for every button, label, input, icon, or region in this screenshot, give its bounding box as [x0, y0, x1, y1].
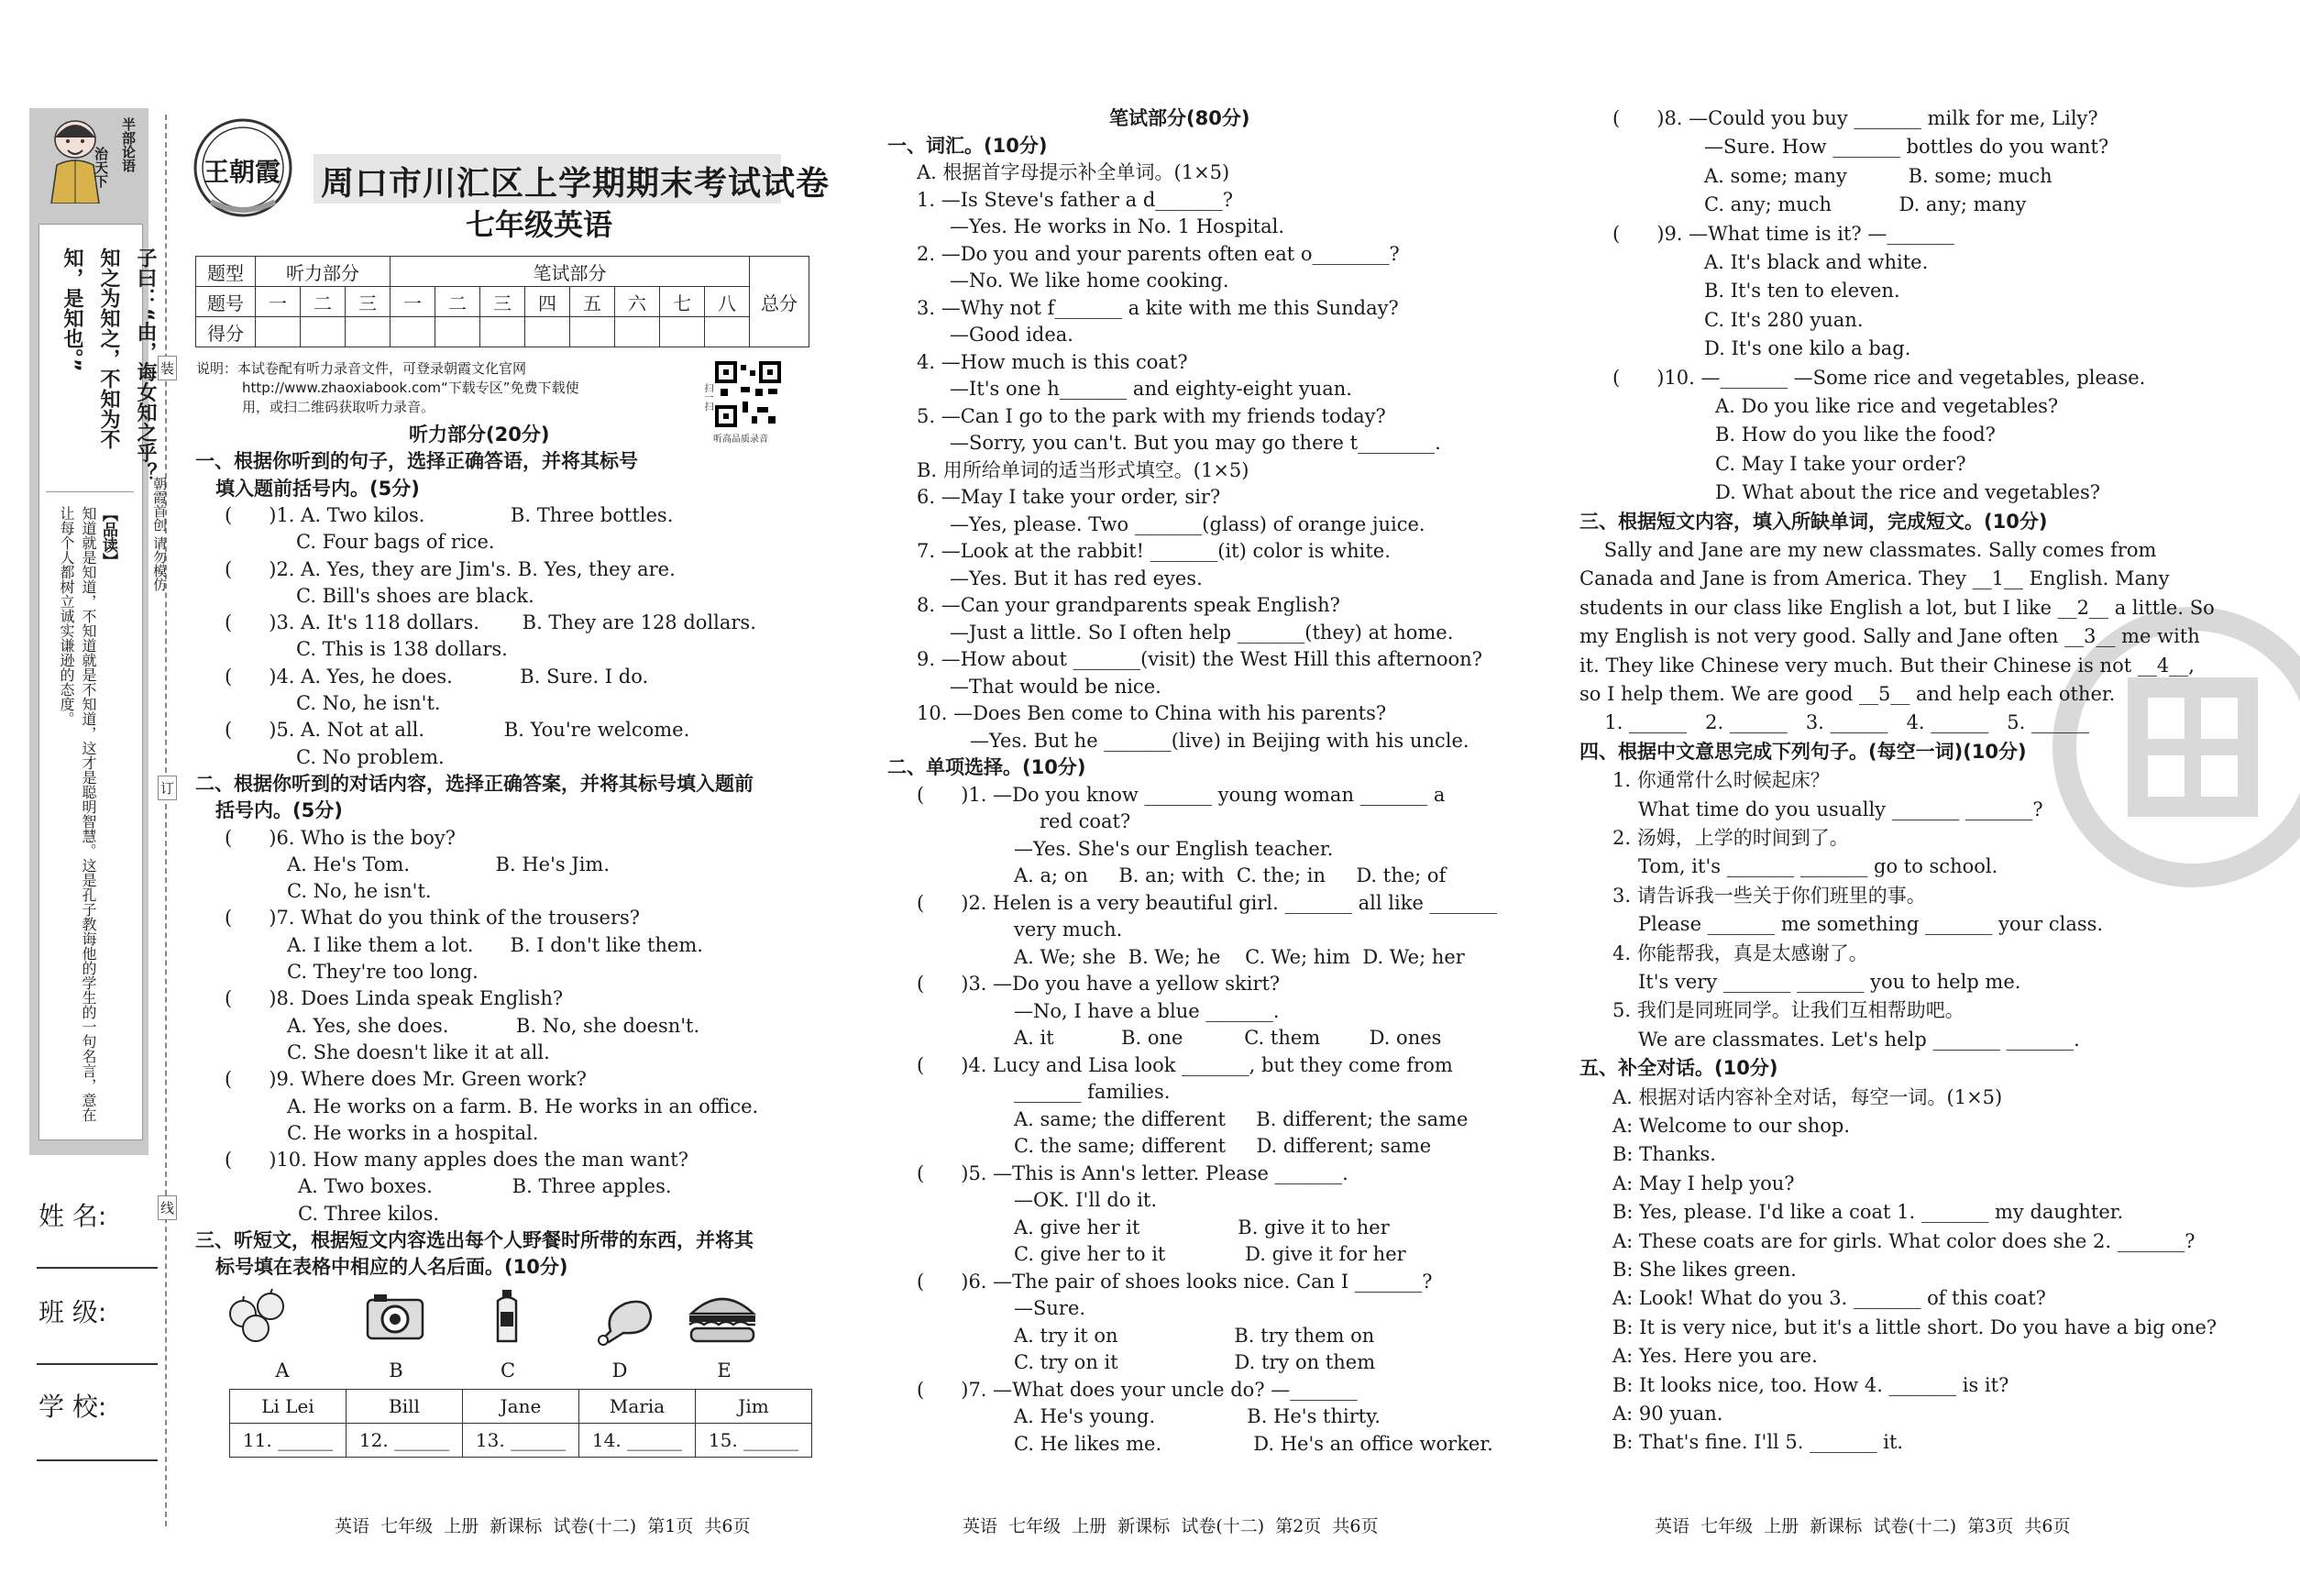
- question-line: C. No problem.: [296, 745, 445, 768]
- question-line: ( )7. What do you think of the trousers?: [225, 907, 641, 930]
- footer-page-2: 英语 七年级 上册 新课标 试卷(十二) 第2页 共6页: [963, 1516, 1379, 1536]
- question-line: ( )9. Where does Mr. Green work?: [225, 1068, 587, 1091]
- picnic-answer[interactable]: 15. ______: [696, 1424, 812, 1458]
- audio-note-line: 说明：本试卷配有听力录音文件，可登录朝霞文化官网: [196, 360, 527, 377]
- score-cell[interactable]: [705, 317, 750, 347]
- score-cell[interactable]: [525, 317, 570, 347]
- question-line: ( )6. Who is the boy?: [225, 826, 457, 849]
- class-label: 班 级:: [39, 1297, 107, 1327]
- question-line: B. How do you like the food?: [1715, 424, 1996, 446]
- score-cell[interactable]: [346, 317, 391, 347]
- question-line: ( )1. A. Two kilos. B. Three bottles.: [225, 503, 674, 526]
- question-line: —Yes. But he _______(live) in Beijing with his uncle.: [970, 729, 1469, 752]
- question-line: ( )6. —The pair of shoes looks nice. Can I _______?: [917, 1270, 1433, 1293]
- section-heading: 五、补全对话。(10分): [1579, 1057, 1778, 1080]
- question-line: A. It's black and white.: [1704, 251, 1929, 273]
- exam-subtitle: 七年级英语: [466, 207, 613, 242]
- question-line: 3. 请告诉我一些关于你们班里的事。: [1612, 884, 1926, 907]
- question-line: A. He works on a farm. B. He works in an office.: [287, 1095, 759, 1117]
- question-line: ( )8. —Could you buy _______ milk for me, Lily?: [1612, 107, 2098, 129]
- score-col: 四: [525, 287, 570, 317]
- question-line: A. He's Tom. B. He's Jim.: [287, 853, 611, 875]
- section-heading: 一、词汇。(10分): [887, 134, 1048, 157]
- question-line: ( )10. —_______ —Some rice and vegetables, please.: [1612, 366, 2146, 389]
- score-col: 三: [480, 287, 525, 317]
- score-cell[interactable]: [301, 317, 346, 347]
- question-line: A. He's young. B. He's thirty.: [1014, 1405, 1381, 1427]
- question-line: 1. ______ 2. ______ 3. ______ 4. ______ 5. ______: [1592, 711, 2090, 734]
- question-line: —Yes. But it has red eyes.: [950, 567, 1203, 589]
- question-line: 2. —Do you and your parents often eat o________?: [917, 242, 1400, 265]
- question-line: A: Welcome to our shop.: [1612, 1115, 1851, 1137]
- picnic-name: Li Lei: [230, 1390, 347, 1424]
- score-col: 六: [615, 287, 660, 317]
- question-line: 3. —Why not f_______ a kite with me this Sunday?: [917, 296, 1399, 319]
- question-line: A. 根据首字母提示补全单词。(1×5): [917, 161, 1230, 183]
- question-line: What time do you usually _______ _______?: [1638, 798, 2043, 820]
- question-line: —Just a little. So I often help _______(they) at home.: [950, 621, 1454, 644]
- binding-mark-2: 订: [158, 776, 177, 800]
- question-line: students in our class like English a lot, but I like __2__ a little. So: [1579, 596, 2215, 619]
- pic-label-d: D: [611, 1359, 628, 1381]
- question-line: D. It's one kilo a bag.: [1704, 337, 1911, 360]
- question-line: B: It looks nice, too. How 4. _______ is it?: [1612, 1373, 2009, 1396]
- school-field[interactable]: [37, 1459, 158, 1461]
- question-line: —Yes. He works in No. 1 Hospital.: [950, 215, 1285, 237]
- question-line: C. He likes me. D. He's an office worker.: [1014, 1432, 1493, 1455]
- question-line: C. any; much D. any; many: [1704, 193, 2027, 216]
- question-line: Tom, it's _______ _______ go to school.: [1638, 855, 1998, 878]
- question-line: A: 90 yuan.: [1612, 1403, 1723, 1425]
- section-heading: 三、根据短文内容，填入所缺单词，完成短文。(10分): [1579, 510, 2048, 533]
- camera-icon: [365, 1291, 425, 1346]
- question-line: A. try it on B. try them on: [1014, 1324, 1375, 1347]
- question-line: B: Yes, please. I'd like a coat 1. _______ my daughter.: [1612, 1201, 2124, 1224]
- question-line: Please _______ me something _______ your class.: [1638, 913, 2104, 936]
- question-line: 4. 你能帮我，真是太感谢了。: [1612, 941, 1868, 964]
- question-line: C. He works in a hospital.: [287, 1121, 539, 1144]
- question-line: —Sorry, you can't. But you may go there t________.: [950, 432, 1441, 454]
- score-header-written: 笔试部分: [391, 257, 750, 287]
- footer-page-3: 英语 七年级 上册 新课标 试卷(十二) 第3页 共6页: [1655, 1516, 2071, 1536]
- question-line: —Sure. How _______ bottles do you want?: [1704, 136, 2109, 159]
- score-col: 一: [391, 287, 435, 317]
- section-heading: 二、根据你听到的对话内容，选择正确答案，并将其标号填入题前: [195, 772, 754, 795]
- question-line: C. the same; different D. different; same: [1014, 1135, 1432, 1157]
- audio-note-line: 用，或扫二维码获取听力录音。: [242, 399, 435, 415]
- score-col: 五: [570, 287, 615, 317]
- question-line: red coat?: [1040, 810, 1131, 832]
- question-line: C. give her to it D. give it for her: [1014, 1243, 1406, 1265]
- question-line: A. We; she B. We; he C. We; him D. We; her: [1014, 945, 1465, 968]
- question-line: 8. —Can your grandparents speak English?: [917, 594, 1340, 616]
- question-line: A: These coats are for girls. What color does she 2. _______?: [1612, 1229, 2195, 1252]
- question-line: —Sure.: [1014, 1297, 1086, 1319]
- question-line: ( )8. Does Linda speak English?: [225, 987, 564, 1010]
- pic-label-b: B: [389, 1359, 403, 1381]
- question-line: ( )3. —Do you have a yellow skirt?: [917, 973, 1281, 995]
- score-col: 八: [705, 287, 750, 317]
- score-header-listening: 听力部分: [256, 257, 391, 287]
- section-heading: 三、听短文，根据短文内容选出每个人野餐时所带的东西，并将其: [195, 1229, 754, 1251]
- question-line: ( )5. A. Not at all. B. You're welcome.: [225, 719, 690, 742]
- section-heading: 填入题前括号内。(5分): [215, 477, 420, 500]
- question-line: —That would be nice.: [950, 675, 1161, 698]
- question-line: Sally and Jane are my new classmates. Sally comes from: [1579, 539, 2157, 561]
- question-line: A: Look! What do you 3. _______ of this coat?: [1612, 1287, 2046, 1310]
- score-cell[interactable]: [570, 317, 615, 347]
- name-field[interactable]: [37, 1267, 158, 1269]
- question-line: —OK. I'll do it.: [1014, 1189, 1158, 1211]
- audio-note-link[interactable]: http://www.zhaoxiabook.com“下载专区”免费下载使: [242, 380, 579, 396]
- question-line: —No. We like home cooking.: [950, 270, 1229, 292]
- copyright-notice: 朝霞首创 请勿模仿: [151, 477, 168, 591]
- question-line: 1. 你通常什么时候起床？: [1612, 769, 1830, 792]
- question-line: B: She likes green.: [1612, 1259, 1797, 1281]
- exam-title: 周口市川汇区上学期期末考试试卷: [321, 165, 831, 203]
- qr-side-caption: 扫一扫: [702, 383, 712, 411]
- pic-label-a: A: [275, 1359, 290, 1381]
- question-line: A. Two boxes. B. Three apples.: [298, 1175, 672, 1198]
- section-heading: 标号填在表格中相应的人名后面。(10分): [215, 1256, 568, 1279]
- question-line: ( )2. A. Yes, they are Jim's. B. Yes, they are.: [225, 557, 676, 580]
- score-cell[interactable]: [660, 317, 705, 347]
- picnic-table: [229, 1389, 812, 1458]
- question-line: C. She doesn't like it at all.: [287, 1040, 550, 1063]
- section-heading: 一、根据你听到的句子，选择正确答语，并将其标号: [195, 450, 638, 473]
- question-line: 7. —Look at the rabbit! _______(it) color is white.: [917, 540, 1391, 562]
- section-heading: 二、单项选择。(10分): [887, 756, 1086, 778]
- question-line: B. It's ten to eleven.: [1704, 280, 1900, 303]
- drink-can-icon: [493, 1288, 521, 1348]
- question-line: 5. —Can I go to the park with my friends today?: [917, 404, 1386, 427]
- question-line: A. some; many B. some; much: [1704, 164, 2052, 187]
- question-line: ( )1. —Do you know _______ young woman _______ a: [917, 783, 1446, 806]
- score-table: [195, 256, 809, 347]
- reading-divider: [46, 491, 134, 492]
- binding-mark-3: 线: [158, 1195, 177, 1220]
- score-col: 二: [301, 287, 346, 317]
- score-cell[interactable]: [480, 317, 525, 347]
- qr-code[interactable]: [715, 361, 781, 427]
- question-line: ( )10. How many apples does the man want?: [225, 1149, 688, 1172]
- section-heading: 括号内。(5分): [215, 799, 343, 822]
- question-line: B. 用所给单词的适当形式填空。(1×5): [917, 458, 1249, 481]
- question-line: C. This is 138 dollars.: [296, 638, 508, 661]
- pic-label-c: C: [500, 1359, 516, 1381]
- audio-note: [196, 359, 579, 417]
- written-section-part1: [887, 105, 1511, 1462]
- question-line: so I help them. We are good __5__ and help each other.: [1579, 683, 2116, 705]
- question-line: B: It is very nice, but it's a little short. Do you have a big one?: [1612, 1315, 2217, 1338]
- picnic-answer[interactable]: 11. ______: [230, 1424, 347, 1458]
- picnic-name: Jane: [463, 1390, 579, 1424]
- binding-mark-1: 装: [158, 356, 177, 380]
- question-line: C. No, he isn't.: [287, 880, 432, 903]
- picnic-name: Maria: [579, 1390, 696, 1424]
- question-line: ( )9. —What time is it? —_______: [1612, 222, 1954, 245]
- chicken-leg-icon: [596, 1294, 656, 1349]
- section-heading: 四、根据中文意思完成下列句子。(每空一词)(10分): [1579, 740, 2027, 763]
- question-line: B: That's fine. I'll 5. _______ it.: [1612, 1431, 1904, 1454]
- question-line: Canada and Jane is from America. They __1__ English. Many: [1579, 567, 2170, 590]
- question-line: D. What about the rice and vegetables?: [1715, 481, 2101, 504]
- picnic-name: Jim: [696, 1390, 812, 1424]
- apples-icon: [225, 1288, 289, 1347]
- question-line: We are classmates. Let's help _______ _______.: [1638, 1028, 2080, 1051]
- score-col: 二: [435, 287, 480, 317]
- question-line: C. No, he isn't.: [296, 692, 441, 714]
- reading-text: 知道就是知道，不知道就是不知道，这才是聪明智慧。这是孔子教诲他的学生的一句名言，意在让每个人都树立诚实谦逊的态度。: [58, 506, 97, 1122]
- question-line: —Yes. She's our English teacher.: [1014, 837, 1334, 860]
- picnic-answer[interactable]: 13. ______: [463, 1424, 579, 1458]
- question-line: ( )4. A. Yes, he does. B. Sure. I do.: [225, 665, 649, 688]
- score-col: 三: [346, 287, 391, 317]
- question-line: ( )4. Lucy and Lisa look _______, but they come from: [917, 1053, 1453, 1076]
- score-cell[interactable]: [615, 317, 660, 347]
- question-line: —Good idea.: [950, 324, 1073, 346]
- picnic-answer[interactable]: 12. ______: [347, 1424, 463, 1458]
- written-section-part2: [1579, 105, 2217, 1462]
- name-label: 姓 名:: [39, 1201, 107, 1231]
- score-row-number: 题号: [196, 287, 256, 317]
- question-line: my English is not very good. Sally and Jane often __3__ me with: [1579, 625, 2200, 648]
- question-line: 4. —How much is this coat?: [917, 350, 1188, 373]
- question-line: A. a; on B. an; with C. the; in D. the; of: [1014, 864, 1447, 886]
- question-line: 2. 汤姆，上学的时间到了。: [1612, 827, 1849, 849]
- binding-line: [165, 115, 167, 1526]
- pic-label-e: E: [717, 1359, 732, 1381]
- reading-label: 【品读】: [99, 506, 117, 568]
- qr-caption: 听高品质录音: [713, 435, 768, 445]
- question-line: C. May I take your order?: [1715, 452, 1966, 475]
- question-line: A. same; the different B. different; the same: [1014, 1107, 1469, 1130]
- question-line: ( )2. Helen is a very beautiful girl. _______ all like _______: [917, 891, 1498, 914]
- class-field[interactable]: [37, 1363, 158, 1365]
- confucius-quote: 子曰：“由，诲女知之乎？知之为知之，不知为不知，是知也。”: [61, 248, 157, 483]
- question-line: 6. —May I take your order, sir?: [917, 486, 1221, 508]
- question-line: —Yes, please. Two _______(glass) of orange juice.: [950, 512, 1425, 535]
- hamburger-icon: [686, 1288, 759, 1348]
- question-line: C. Three kilos.: [298, 1202, 440, 1225]
- question-line: very much.: [1014, 919, 1123, 941]
- question-line: A. give her it B. give it to her: [1014, 1216, 1390, 1238]
- footer-page-1: 英语 七年级 上册 新课标 试卷(十二) 第1页 共6页: [335, 1516, 751, 1536]
- question-line: ( )5. —This is Ann's letter. Please _______.: [917, 1161, 1348, 1184]
- brand-vertical-text-2: 半部论语: [120, 117, 137, 172]
- question-line: C. They're too long.: [287, 961, 479, 983]
- question-line: A. I like them a lot. B. I don't like them.: [287, 933, 703, 956]
- section-heading: 听力部分(20分): [409, 424, 550, 446]
- question-line: _______ families.: [1014, 1081, 1171, 1103]
- question-line: A. 根据对话内容补全对话，每空一词。(1×5): [1612, 1085, 2003, 1108]
- question-line: 9. —How about _______(visit) the West Hill this afternoon?: [917, 648, 1482, 670]
- brand-vertical-text: 治天下: [93, 147, 109, 188]
- question-line: A. Do you like rice and vegetables?: [1715, 395, 2059, 417]
- question-line: 10. —Does Ben come to China with his parents?: [917, 702, 1387, 724]
- question-line: ( )3. A. It's 118 dollars. B. They are 128 dollars.: [225, 611, 756, 634]
- score-cell[interactable]: [256, 317, 301, 347]
- question-line: 5. 我们是同班同学。让我们互相帮助吧。: [1612, 999, 1964, 1022]
- listening-section: [195, 422, 819, 1279]
- score-header-total: 总分: [750, 257, 809, 347]
- school-label: 学 校:: [39, 1392, 107, 1422]
- question-line: A. Yes, she does. B. No, she doesn't.: [287, 1014, 700, 1037]
- question-line: C. Bill's shoes are black.: [296, 584, 534, 607]
- score-cell[interactable]: [435, 317, 480, 347]
- question-line: B: Thanks.: [1612, 1143, 1716, 1166]
- score-cell[interactable]: [391, 317, 435, 347]
- question-line: ( )7. —What does your uncle do? —_______: [917, 1378, 1358, 1401]
- picnic-name: Bill: [347, 1390, 463, 1424]
- section-heading: 笔试部分(80分): [1109, 107, 1250, 129]
- score-header-type: 题型: [196, 257, 256, 287]
- question-line: 1. —Is Steve's father a d_______?: [917, 188, 1234, 211]
- question-line: A: Yes. Here you are.: [1612, 1345, 1818, 1368]
- picnic-answer[interactable]: 14. ______: [579, 1424, 696, 1458]
- question-line: C. try on it D. try on them: [1014, 1351, 1376, 1373]
- score-col: 一: [256, 287, 301, 317]
- score-col: 七: [660, 287, 705, 317]
- question-line: C. Four bags of rice.: [296, 531, 495, 554]
- question-line: It's very _______ _______ you to help me.: [1638, 971, 2021, 993]
- question-line: it. They like Chinese very much. But their Chinese is not __4__,: [1579, 654, 2195, 677]
- score-row-points: 得分: [196, 317, 256, 347]
- question-line: —No, I have a blue _______.: [1014, 999, 1280, 1022]
- question-line: —It's one h_______ and eighty-eight yuan.: [950, 378, 1352, 400]
- question-line: A. it B. one C. them D. ones: [1014, 1027, 1442, 1049]
- brand-logo-text: 王朝霞: [204, 157, 281, 187]
- question-line: A: May I help you?: [1612, 1172, 1795, 1194]
- question-line: C. It's 280 yuan.: [1704, 308, 1864, 331]
